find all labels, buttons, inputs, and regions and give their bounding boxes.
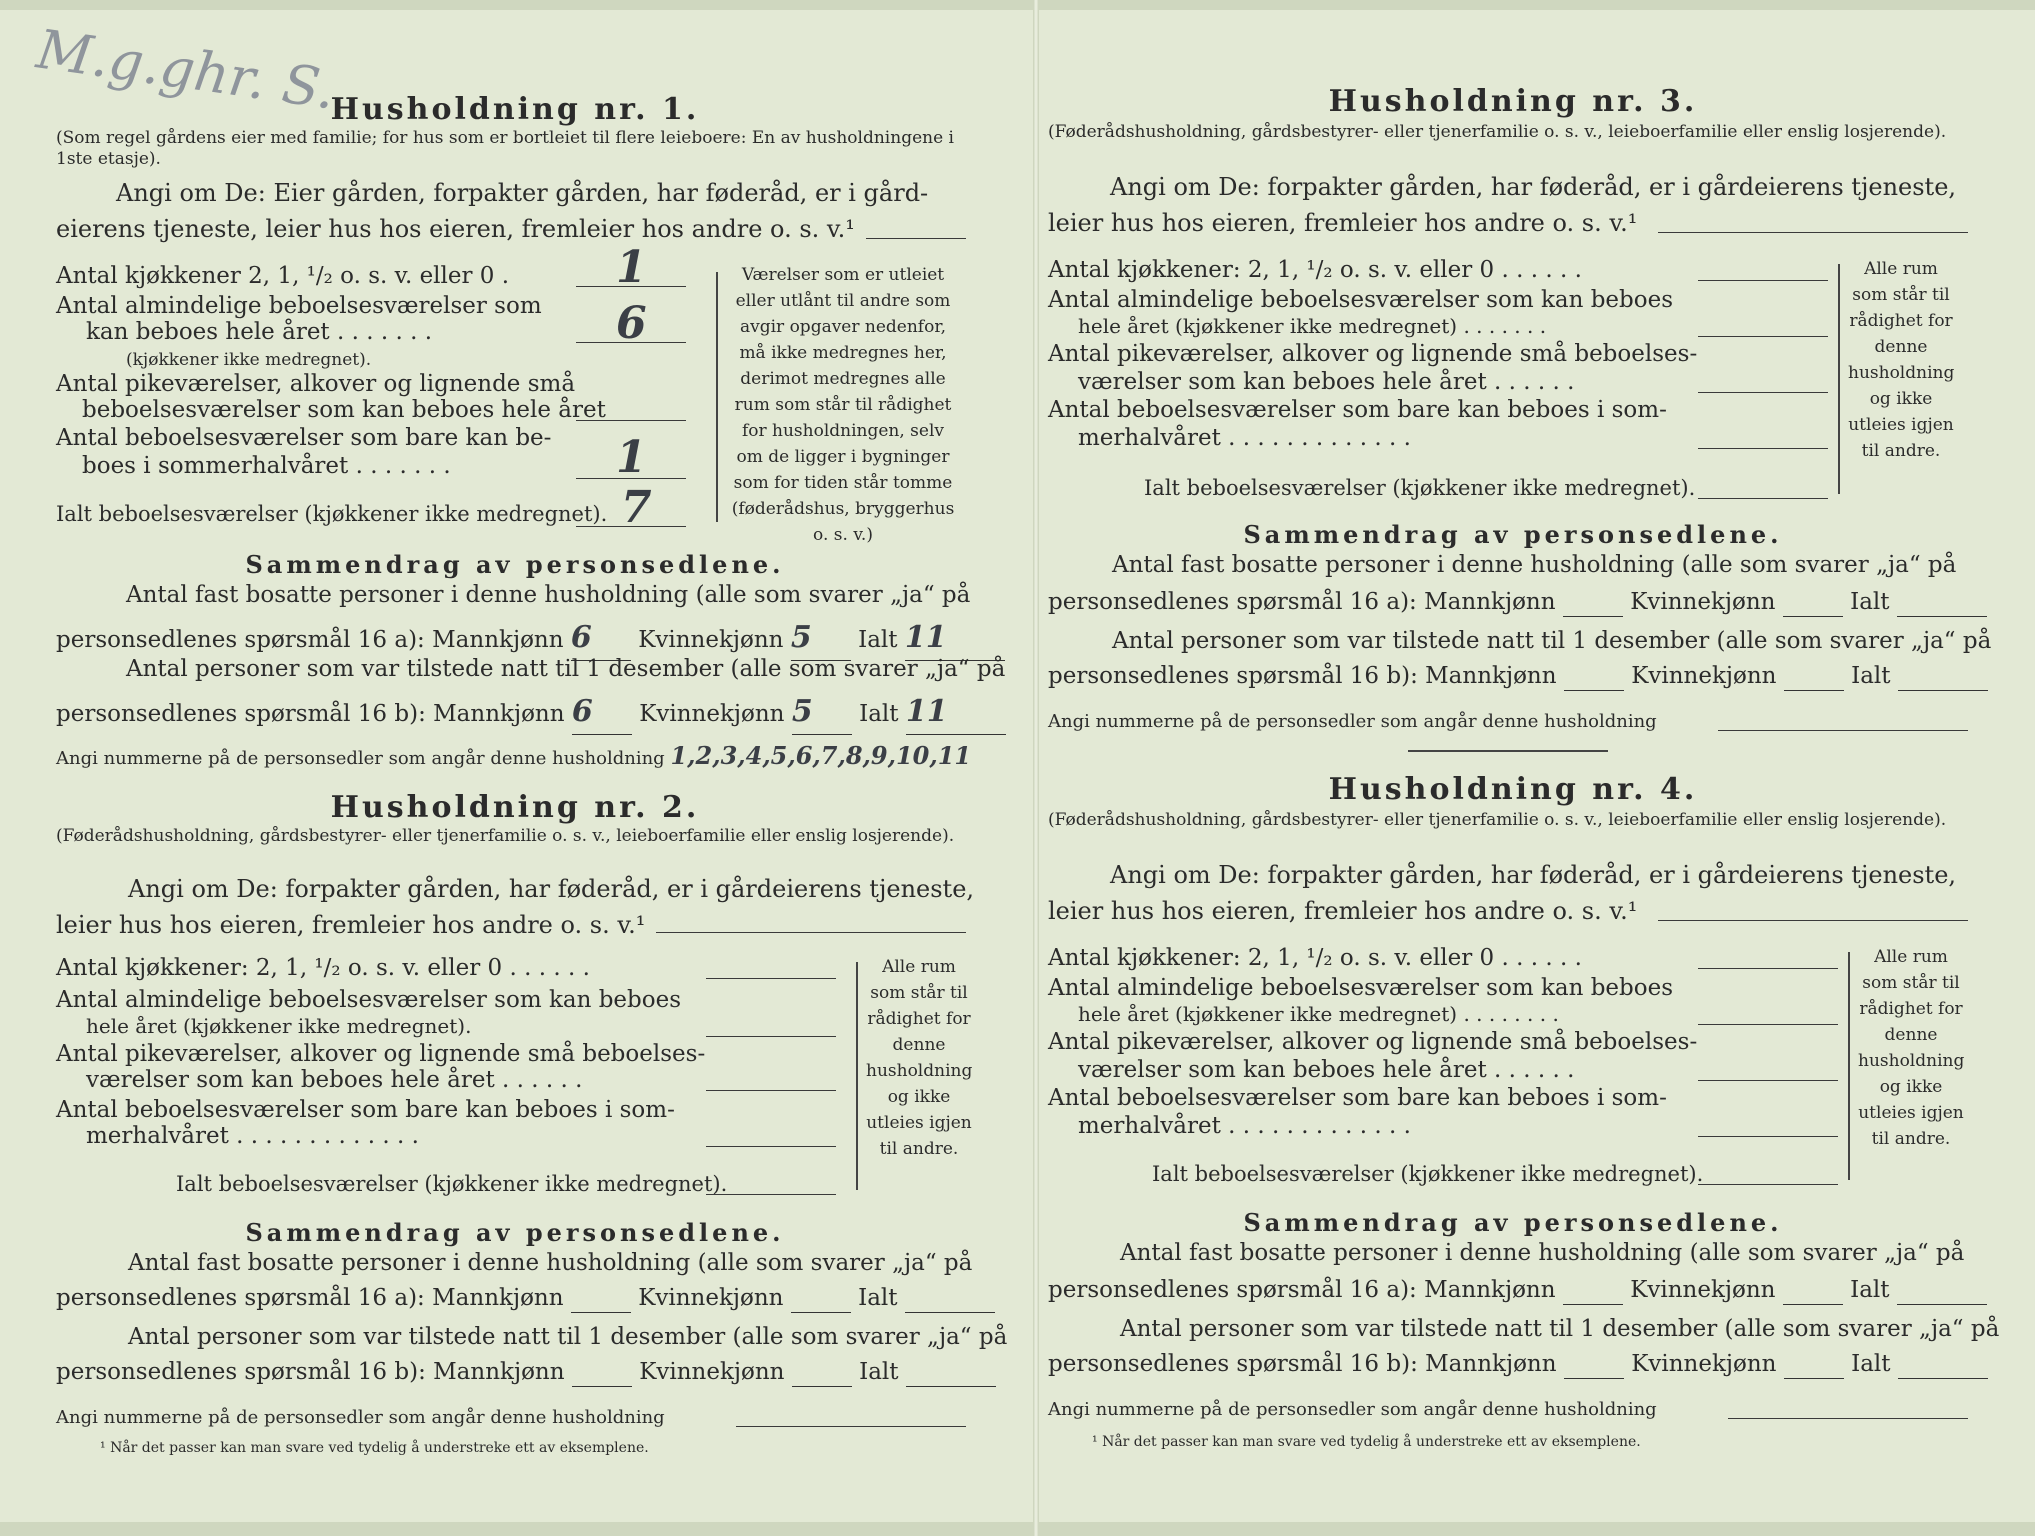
hh1-q-alm-2: kan beboes hele året . . . . . . . — [86, 319, 433, 345]
hh4-s2b-label: personsedlenes spørsmål 16 b): Mannkjønn — [1048, 1351, 1557, 1377]
hh1-numre-label: Angi nummerne på de personsedler som angår denne husholdning — [56, 748, 665, 769]
hh4-a-line-3 — [1698, 1080, 1838, 1081]
hh1-kvinne-b: Kvinnekjønn — [639, 701, 785, 727]
hh1-kvinne-a: Kvinnekjønn — [638, 627, 784, 653]
page-fold — [1033, 0, 1039, 1536]
household-3-title: Husholdning nr. 3. — [1328, 84, 1698, 119]
household-4-angi-line-1: Angi om De: forpakter gården, har føderåd, er i gårdeierens tjeneste, — [1110, 861, 1957, 889]
hh2-i16a-line — [905, 1284, 995, 1313]
hh3-i16a-line — [1897, 588, 1987, 617]
hh4-numre-line — [1728, 1418, 1968, 1419]
hh4-ialt-a: Ialt — [1850, 1277, 1890, 1303]
hh1-m16b-value: 6 — [571, 694, 593, 729]
hh3-q-som-1: Antal beboelsesværelser som bare kan beboes i som- — [1048, 397, 1667, 423]
hh2-q-ialt: Ialt beboelsesværelser (kjøkkener ikke medregnet). — [176, 1172, 728, 1196]
hh1-q-ialt: Ialt beboelsesværelser (kjøkkener ikke medregnet). — [56, 502, 608, 526]
hh1-a-som: 1 — [616, 432, 647, 483]
hh3-divider — [1408, 750, 1608, 752]
hh3-q-alm-2: hele året (kjøkkener ikke medregnet) . . . . . . . — [1078, 314, 1547, 338]
hh2-side-note: Alle rum som står til rådighet for denne husholdning og ikke utleies igjen til andre. — [866, 957, 973, 1159]
hh4-a-line-2 — [1698, 1024, 1838, 1025]
hh2-q-alm-1: Antal almindelige beboelsesværelser som kan beboes — [56, 987, 682, 1013]
hh2-numre: Angi nummerne på de personsedler som angår denne husholdning — [56, 1407, 665, 1428]
hh1-m16a-value: 6 — [570, 620, 592, 655]
hh3-side-note: Alle rum som står til rådighet for denne husholdning og ikke utleies igjen til andre. — [1848, 259, 1955, 461]
hh1-i16b — [906, 690, 1006, 735]
hh4-m16a-line — [1563, 1276, 1623, 1305]
household-4-angi-line-2: leier hus hos eieren, fremleier hos andre o. s. v.¹ — [1048, 897, 1638, 925]
hh1-k16b — [792, 690, 852, 735]
hh1-i16a-value: 11 — [904, 620, 947, 655]
hh1-s2a: Antal personer som var tilstede natt til 1 desember (alle som svarer „ja“ på — [126, 656, 1006, 682]
hh2-q-alm-2: hele året (kjøkkener ikke medregnet). — [86, 1014, 472, 1038]
household-2-title: Husholdning nr. 2. — [330, 790, 700, 825]
hh1-q-pike-1: Antal pikeværelser, alkover og lignende små — [56, 371, 576, 397]
hh4-i16a-line — [1897, 1276, 1987, 1305]
hh3-a-ialt-line — [1698, 498, 1828, 499]
hh3-a-line-4 — [1698, 448, 1828, 449]
hh3-s1b-label: personsedlenes spørsmål 16 a): Mannkjønn — [1048, 589, 1556, 615]
hh2-k16b-line — [792, 1358, 852, 1387]
hh1-q-som-1: Antal beboelsesværelser som bare kan be- — [56, 425, 552, 451]
hh4-q-ialt: Ialt beboelsesværelser (kjøkkener ikke medregnet). — [1152, 1162, 1704, 1186]
hh4-i16b-line — [1898, 1350, 1988, 1379]
hh4-kvinne-b: Kvinnekjønn — [1631, 1351, 1777, 1377]
hh4-a-line-4 — [1698, 1136, 1838, 1137]
household-1-note: (Som regel gårdens eier med familie; for hus som er bortleiet til flere leieboere: En av husholdningene i 1ste etasje). — [56, 128, 954, 169]
hh1-ialt-b: Ialt — [859, 701, 899, 727]
hh1-k16a-value: 5 — [790, 620, 812, 655]
hh2-k16a-line — [791, 1284, 851, 1313]
hh2-s2b — [56, 1358, 996, 1387]
hh2-a-line-2 — [706, 1036, 836, 1037]
household-2-angi-line-1: Angi om De: forpakter gården, har føderåd, er i gårdeierens tjeneste, — [128, 875, 975, 903]
household-3-note: (Føderådshusholdning, gårdsbestyrer- eller tjenerfamilie o. s. v., leieboerfamilie eller enslig losjerende). — [1048, 122, 1947, 142]
hh4-side-note: Alle rum som står til rådighet for denne husholdning og ikke utleies igjen til andre. — [1858, 947, 1965, 1149]
household-3-angi-line-2: leier hus hos eieren, fremleier hos andre o. s. v.¹ — [1048, 209, 1638, 237]
hh3-q-pike-1: Antal pikeværelser, alkover og lignende små beboelses- — [1048, 341, 1698, 367]
hh4-ialt-b: Ialt — [1851, 1351, 1891, 1377]
household-4-title: Husholdning nr. 4. — [1328, 772, 1698, 807]
hh2-brace — [856, 962, 858, 1190]
hh4-a-line-1 — [1698, 968, 1838, 969]
hh3-s2a: Antal personer som var tilstede natt til 1 desember (alle som svarer „ja“ på — [1112, 628, 1992, 654]
household-4-note: (Føderådshusholdning, gårdsbestyrer- eller tjenerfamilie o. s. v., leieboerfamilie eller enslig losjerende). — [1048, 810, 1947, 830]
hh2-q-pike-1: Antal pikeværelser, alkover og lignende små beboelses- — [56, 1041, 706, 1067]
hh3-s2b — [1048, 662, 1988, 691]
hh3-kvinne-b: Kvinnekjønn — [1631, 663, 1777, 689]
hh1-s1a: Antal fast bosatte personer i denne husholdning (alle som svarer „ja“ på — [126, 582, 971, 608]
hh2-s2a: Antal personer som var tilstede natt til 1 desember (alle som svarer „ja“ på — [128, 1324, 1008, 1350]
hh1-s2b — [56, 690, 1006, 735]
hh4-q-pike-2: værelser som kan beboes hele året . . . . . . — [1078, 1057, 1575, 1083]
hh1-numre — [56, 734, 971, 778]
hh1-a-pike-line — [576, 420, 686, 421]
hh3-k16a-line — [1783, 588, 1843, 617]
hh4-q-som-1: Antal beboelsesværelser som bare kan beboes i som- — [1048, 1085, 1667, 1111]
hh1-numre-value: 1,2,3,4,5,6,7,8,9,10,11 — [670, 741, 972, 770]
hh1-a-ialt: 7 — [621, 482, 652, 533]
hh4-q-pike-1: Antal pikeværelser, alkover og lignende små beboelses- — [1048, 1029, 1698, 1055]
hh1-q-pike-2: beboelsesværelser som kan beboes hele året — [82, 397, 606, 423]
hh3-a-line-2 — [1698, 336, 1828, 337]
hh2-q-pike-2: værelser som kan beboes hele året . . . . . . — [86, 1067, 583, 1093]
hh3-sum-title: Sammendrag av personsedlene. — [1243, 520, 1783, 549]
household-2-angi-line-2: leier hus hos eieren, fremleier hos andre o. s. v.¹ — [56, 911, 646, 939]
hh1-q-alm-3: (kjøkkener ikke medregnet). — [126, 350, 372, 370]
hh4-q-alm-2: hele året (kjøkkener ikke medregnet) . . . . . . . . — [1078, 1002, 1559, 1026]
hh3-a-line-1 — [1698, 280, 1828, 281]
hh3-kvinne-a: Kvinnekjønn — [1630, 589, 1776, 615]
hh3-k16b-line — [1784, 662, 1844, 691]
hh3-q-alm-1: Antal almindelige beboelsesværelser som kan beboes — [1048, 287, 1674, 313]
hh2-kvinne-b: Kvinnekjønn — [639, 1359, 785, 1385]
hh4-k16b-line — [1784, 1350, 1844, 1379]
hh1-side-note: Værelser som er utleiet eller utlånt til andre som avgir opgaver nedenfor, må ikke medregnes her, derimot medregnes alle rum som står til rådighet for husholdningen, selv om de ligger i bygninger som for tiden står tomme (føderådshus, bryggerhus o. s. v.) — [731, 265, 955, 545]
hh1-m16b — [572, 690, 632, 735]
hh1-q-alm-1: Antal almindelige beboelsesværelser som — [56, 293, 542, 319]
hh1-brace — [716, 272, 718, 522]
hh2-q-som-2: merhalvåret . . . . . . . . . . . . . — [86, 1123, 419, 1149]
hh2-a-line-1 — [706, 978, 836, 979]
hh4-s2b — [1048, 1350, 1988, 1379]
household-1-angi-line-2: eierens tjeneste, leier hus hos eieren, fremleier hos andre o. s. v.¹ — [56, 215, 855, 243]
hh4-q-kjokken: Antal kjøkkener: 2, 1, ¹/₂ o. s. v. eller 0 . . . . . . — [1048, 945, 1582, 971]
household-2-note: (Føderådshusholdning, gårdsbestyrer- eller tjenerfamilie o. s. v., leieboerfamilie eller enslig losjerende). — [56, 826, 955, 846]
hh1-i16b-value: 11 — [905, 694, 948, 729]
hh4-sum-title: Sammendrag av personsedlene. — [1243, 1208, 1783, 1237]
hh2-m16b-line — [572, 1358, 632, 1387]
hh3-q-ialt: Ialt beboelsesværelser (kjøkkener ikke medregnet). — [1144, 476, 1696, 500]
hh1-s1b-label: personsedlenes spørsmål 16 a): Mannkjønn — [56, 627, 564, 653]
hh4-k16a-line — [1783, 1276, 1843, 1305]
hh2-s1a: Antal fast bosatte personer i denne husholdning (alle som svarer „ja“ på — [128, 1250, 973, 1276]
hh2-s1b — [56, 1284, 995, 1313]
household-1-angi-fill — [866, 238, 966, 239]
hh2-numre-line — [736, 1426, 966, 1427]
hh3-s1b — [1048, 588, 1987, 617]
hh2-ialt-a: Ialt — [858, 1285, 898, 1311]
hh4-q-som-2: merhalvåret . . . . . . . . . . . . . — [1078, 1113, 1411, 1139]
household-4-angi-fill — [1658, 920, 1968, 921]
household-3-angi-line-1: Angi om De: forpakter gården, har føderåd, er i gårdeierens tjeneste, — [1110, 173, 1957, 201]
household-3-angi-fill — [1658, 232, 1968, 233]
hh4-q-alm-1: Antal almindelige beboelsesværelser som kan beboes — [1048, 975, 1674, 1001]
right-page — [1048, 0, 2000, 1536]
hh3-m16b-line — [1564, 662, 1624, 691]
hh3-a-line-3 — [1698, 392, 1828, 393]
hh1-q-som-2: boes i sommerhalvåret . . . . . . . — [82, 453, 451, 479]
hh2-m16a-line — [571, 1284, 631, 1313]
hh2-q-som-1: Antal beboelsesværelser som bare kan beboes i som- — [56, 1097, 675, 1123]
hh3-ialt-a: Ialt — [1850, 589, 1890, 615]
hh4-s1a: Antal fast bosatte personer i denne husholdning (alle som svarer „ja“ på — [1120, 1240, 1965, 1266]
hh1-sum-title: Sammendrag av personsedlene. — [245, 550, 785, 579]
hh4-s1b — [1048, 1276, 1987, 1305]
pencil-annotation: M.g.ghr. S. — [33, 17, 339, 122]
hh4-s1b-label: personsedlenes spørsmål 16 a): Mannkjønn — [1048, 1277, 1556, 1303]
hh2-s1b-label: personsedlenes spørsmål 16 a): Mannkjønn — [56, 1285, 564, 1311]
hh3-q-pike-2: værelser som kan beboes hele året . . . . . . — [1078, 369, 1575, 395]
hh2-a-line-3 — [706, 1090, 836, 1091]
hh3-i16b-line — [1898, 662, 1988, 691]
household-2-angi-fill — [656, 932, 966, 933]
hh3-brace — [1838, 264, 1840, 494]
hh3-numre-line — [1718, 730, 1968, 731]
hh3-m16a-line — [1563, 588, 1623, 617]
hh4-brace — [1848, 952, 1850, 1180]
right-footnote: ¹ Når det passer kan man svare ved tydelig å understreke ett av eksemplene. — [1092, 1434, 1641, 1450]
hh3-q-som-2: merhalvåret . . . . . . . . . . . . . — [1078, 425, 1411, 451]
hh2-s2b-label: personsedlenes spørsmål 16 b): Mannkjønn — [56, 1359, 565, 1385]
hh2-ialt-b: Ialt — [859, 1359, 899, 1385]
hh4-kvinne-a: Kvinnekjønn — [1630, 1277, 1776, 1303]
hh2-sum-title: Sammendrag av personsedlene. — [245, 1218, 785, 1247]
left-page — [56, 0, 1008, 1536]
hh3-numre: Angi nummerne på de personsedler som angår denne husholdning — [1048, 711, 1657, 732]
hh2-a-line-4 — [706, 1146, 836, 1147]
hh2-i16b-line — [906, 1358, 996, 1387]
left-footnote: ¹ Når det passer kan man svare ved tydelig å understreke ett av eksemplene. — [100, 1440, 649, 1456]
hh4-s2a: Antal personer som var tilstede natt til 1 desember (alle som svarer „ja“ på — [1120, 1316, 2000, 1342]
hh1-ialt-a: Ialt — [858, 627, 898, 653]
household-1-title: Husholdning nr. 1. — [330, 92, 700, 127]
hh4-m16b-line — [1564, 1350, 1624, 1379]
hh3-ialt-b: Ialt — [1851, 663, 1891, 689]
hh2-q-kjokken: Antal kjøkkener: 2, 1, ¹/₂ o. s. v. eller 0 . . . . . . — [56, 955, 590, 981]
hh4-numre: Angi nummerne på de personsedler som angår denne husholdning — [1048, 1399, 1657, 1420]
household-1-angi-line-1: Angi om De: Eier gården, forpakter gården, har føderåd, er i gård- — [116, 179, 929, 207]
hh1-q-kjokken: Antal kjøkkener 2, 1, ¹/₂ o. s. v. eller 0 . — [56, 263, 510, 289]
hh3-s2b-label: personsedlenes spørsmål 16 b): Mannkjønn — [1048, 663, 1557, 689]
hh3-s1a: Antal fast bosatte personer i denne husholdning (alle som svarer „ja“ på — [1112, 552, 1957, 578]
hh1-k16b-value: 5 — [791, 694, 813, 729]
hh2-kvinne-a: Kvinnekjønn — [638, 1285, 784, 1311]
hh3-q-kjokken: Antal kjøkkener: 2, 1, ¹/₂ o. s. v. eller 0 . . . . . . — [1048, 257, 1582, 283]
hh1-a-kjokken: 1 — [616, 242, 647, 293]
hh4-a-ialt-line — [1698, 1184, 1838, 1185]
hh1-s2b-label: personsedlenes spørsmål 16 b): Mannkjønn — [56, 701, 565, 727]
hh2-a-ialt-line — [706, 1194, 836, 1195]
hh1-a-alm: 6 — [616, 298, 647, 349]
